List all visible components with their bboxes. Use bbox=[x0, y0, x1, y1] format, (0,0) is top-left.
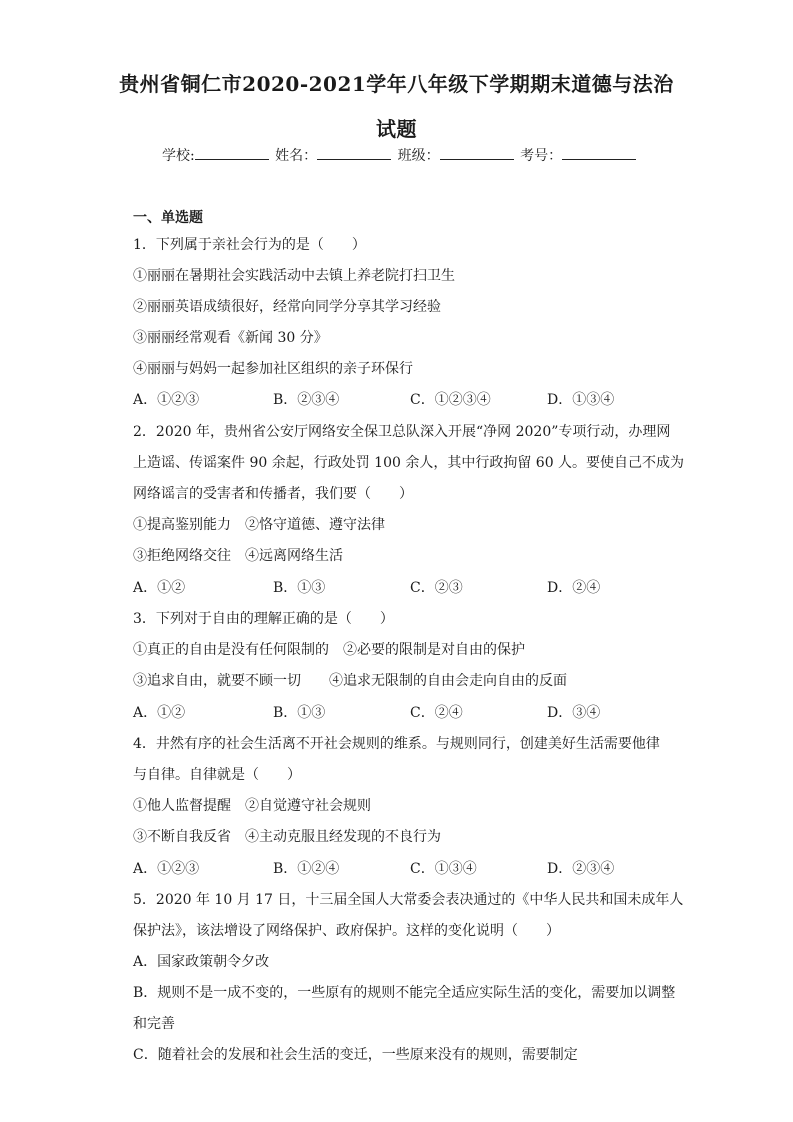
question-3-stem: 3．下列对于自由的理解正确的是（ ） bbox=[133, 611, 394, 627]
question-4-item: ①他人监督提醒 ②自觉遵守社会规则 bbox=[133, 798, 371, 814]
question-3-item: ①真正的自由是没有任何限制的 ②必要的限制是对自由的保护 bbox=[133, 642, 525, 658]
option-d[interactable]: D．②③④ bbox=[547, 861, 615, 877]
option-c[interactable]: C．②③ bbox=[410, 580, 463, 596]
page-title-line2: 试题 bbox=[376, 117, 417, 141]
option-d[interactable]: D．③④ bbox=[547, 705, 601, 721]
question-1-item: ②丽丽英语成绩很好，经常向同学分享其学习经验 bbox=[133, 299, 441, 315]
question-2-options bbox=[133, 577, 673, 595]
option-d[interactable]: D．②④ bbox=[547, 580, 601, 596]
option-b[interactable]: B．①③ bbox=[273, 705, 326, 721]
question-2-stem: 2．2020 年，贵州省公安厅网络安全保卫总队深入开展“净网 2020”专项行动，办理网 bbox=[133, 424, 671, 440]
question-3-options bbox=[133, 702, 673, 720]
student-info-row bbox=[162, 145, 638, 165]
option-a[interactable]: A．①② bbox=[133, 580, 186, 596]
option-c[interactable]: C．随着社会的发展和社会生活的变迁，一些原来没有的规则，需要制定 bbox=[133, 1047, 578, 1063]
name-blank[interactable] bbox=[317, 145, 391, 160]
option-d[interactable]: D．①③④ bbox=[547, 392, 615, 408]
question-1-item: ①丽丽在暑期社会实践活动中去镇上养老院打扫卫生 bbox=[133, 268, 455, 284]
option-c[interactable]: C．①③④ bbox=[410, 861, 477, 877]
option-a[interactable]: A．①②③ bbox=[133, 861, 200, 877]
option-b[interactable]: B．①②④ bbox=[273, 861, 340, 877]
question-1-item: ④丽丽与妈妈一起参加社区组织的亲子环保行 bbox=[133, 361, 413, 377]
question-2-stem: 网络谣言的受害者和传播者，我们要（ ） bbox=[133, 486, 413, 502]
exam-no-blank[interactable] bbox=[562, 145, 636, 160]
option-c[interactable]: C．②④ bbox=[410, 705, 463, 721]
question-4-options bbox=[133, 858, 673, 876]
exam-no-label: 考号： bbox=[520, 148, 563, 164]
class-label: 班级： bbox=[397, 148, 440, 164]
option-a[interactable]: A．①② bbox=[133, 705, 186, 721]
school-label: 学校: bbox=[162, 148, 195, 164]
option-b-continued[interactable]: 和完善 bbox=[133, 1016, 175, 1032]
question-2-stem: 上造谣、传谣案件 90 余起，行政处罚 100 余人，其中行政拘留 60 人。要使自己不成为 bbox=[133, 455, 685, 471]
question-4-item: ③不断自我反省 ④主动克服且经发现的不良行为 bbox=[133, 829, 441, 845]
question-5-stem: 保护法》，该法增设了网络保护、政府保护。这样的变化说明（ ） bbox=[133, 923, 560, 939]
question-4-stem: 与自律。自律就是（ ） bbox=[133, 767, 301, 783]
question-1-item: ③丽丽经常观看《新闻 30 分》 bbox=[133, 330, 328, 346]
option-a[interactable]: A．国家政策朝令夕改 bbox=[133, 954, 270, 970]
class-blank[interactable] bbox=[440, 145, 514, 160]
option-b[interactable]: B．规则不是一成不变的，一些原有的规则不能完全适应实际生活的变化，需要加以调整 bbox=[133, 985, 676, 1001]
section-heading: 一、单选题 bbox=[133, 210, 203, 226]
page-title: 贵州省铜仁市2020-2021学年八年级下学期期末道德与法治 bbox=[119, 72, 674, 96]
name-label: 姓名： bbox=[275, 148, 318, 164]
question-3-item: ③追求自由，就要不顾一切 ④追求无限制的自由会走向自由的反面 bbox=[133, 673, 567, 689]
question-5-stem: 5．2020 年 10 月 17 日，十三届全国人大常委会表决通过的《中华人民共和国未成年人 bbox=[133, 892, 684, 908]
question-2-item: ①提高鉴别能力 ②恪守道德、遵守法律 bbox=[133, 517, 385, 533]
question-2-item: ③拒绝网络交往 ④远离网络生活 bbox=[133, 548, 343, 564]
option-c[interactable]: C．①②③④ bbox=[410, 392, 491, 408]
question-4-stem: 4．井然有序的社会生活离不开社会规则的维系。与规则同行，创建美好生活需要他律 bbox=[133, 736, 660, 752]
option-b[interactable]: B．①③ bbox=[273, 580, 326, 596]
option-b[interactable]: B．②③④ bbox=[273, 392, 340, 408]
question-1-options bbox=[133, 389, 673, 407]
option-a[interactable]: A．①②③ bbox=[133, 392, 200, 408]
school-blank[interactable] bbox=[195, 145, 269, 160]
question-1-stem: 1．下列属于亲社会行为的是（ ） bbox=[133, 237, 366, 253]
